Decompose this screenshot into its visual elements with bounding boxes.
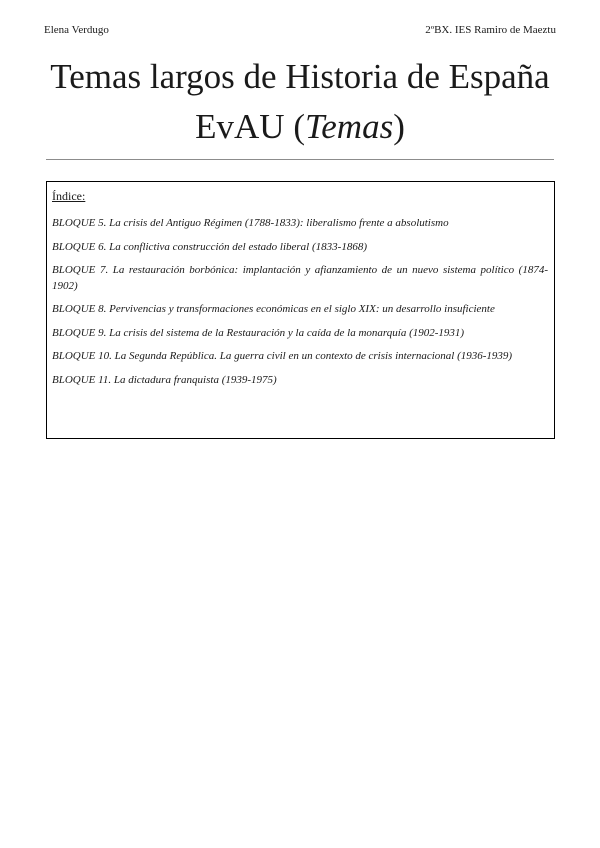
title-divider — [46, 159, 554, 160]
toc-item-bloque-8[interactable]: BLOQUE 8. Pervivencias y transformaciones económicas en el siglo XIX: un desarrollo insuficiente — [52, 303, 495, 315]
header-author: Elena Verdugo — [44, 24, 109, 36]
toc-item-bloque-7[interactable]: BLOQUE 7. La restauración borbónica: implantación y afianzamiento de un nuevo sistema político (1874-1902) — [52, 264, 548, 292]
toc-heading — [52, 188, 548, 204]
toc-item-bloque-6[interactable]: BLOQUE 6. La conflictiva construcción del estado liberal (1833-1868) — [52, 240, 367, 253]
toc-item-bloque-5[interactable]: BLOQUE 5. La crisis del Antiguo Régimen (1788-1833): liberalismo frente a absolutismo — [52, 217, 449, 229]
toc-item-bloque-9[interactable]: BLOQUE 9. La crisis del sistema de la Restauración y la caída de la monarquía (1902-1931) — [52, 326, 465, 339]
title-text: Temas largos de Historia de España EvAU ( — [50, 57, 550, 146]
toc-heading-label: Índice — [52, 189, 82, 203]
toc-item-bloque-11[interactable]: BLOQUE 11. La dictadura franquista (1939-1975) — [52, 373, 277, 386]
toc-heading-colon: : — [81, 189, 86, 203]
toc-item-bloque-10[interactable]: BLOQUE 10. La Segunda República. La guerra civil en un contexto de crisis internacional (1936-1939) — [52, 350, 513, 362]
title-emphasis: Temas — [305, 107, 394, 146]
page-title — [46, 52, 554, 152]
header-course: 2ºBX. IES Ramiro de Maeztu — [425, 24, 556, 36]
table-of-contents — [46, 181, 555, 439]
title-close: ) — [393, 107, 405, 146]
